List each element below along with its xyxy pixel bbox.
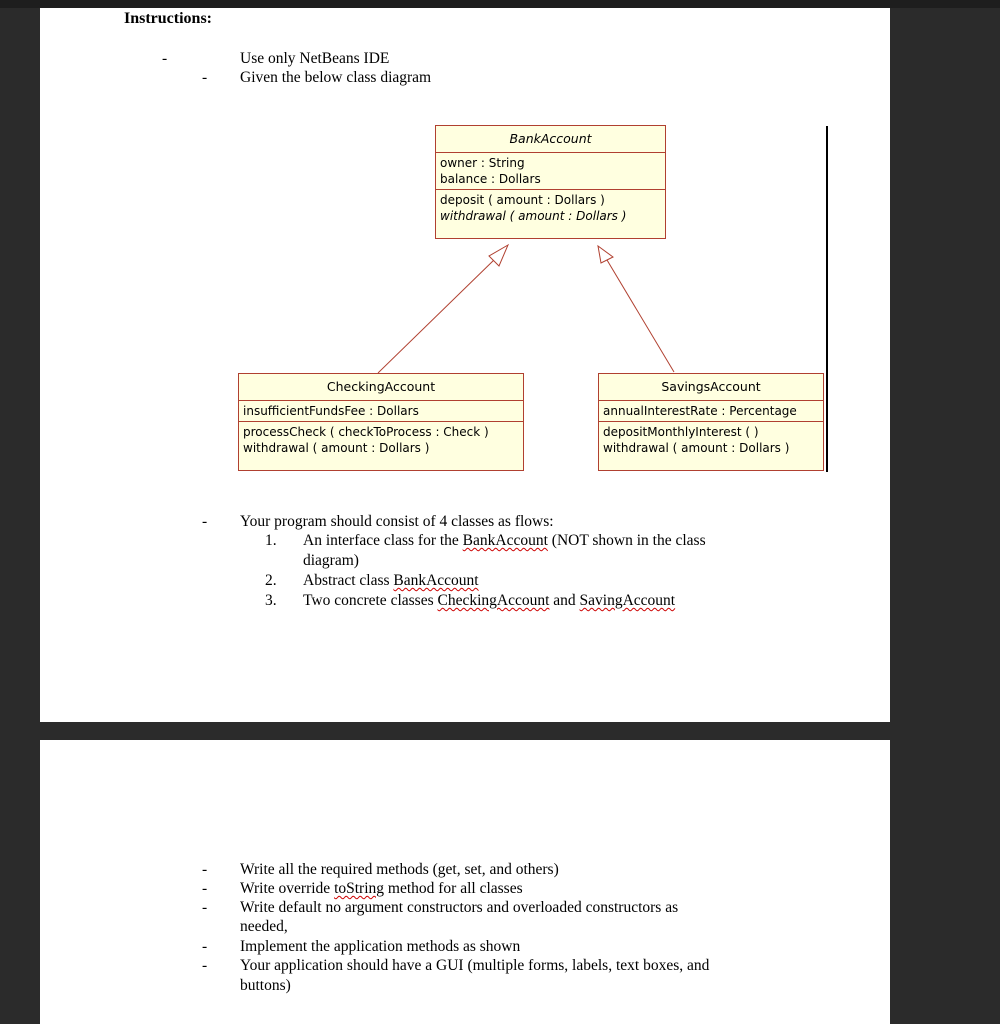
savingsaccount-class-box (598, 373, 824, 471)
checkingaccount-class-name: CheckingAccount (326, 379, 436, 394)
checkingaccount-attributes: insufficientFundsFee : Dollars (239, 400, 523, 421)
bankaccount-attributes: owner : String balance : Dollars (436, 152, 665, 189)
bankaccount-methods: deposit ( amount : Dollars ) withdrawal ( amount : Dollars ) (436, 189, 665, 226)
savingsaccount-methods: depositMonthlyInterest ( ) withdrawal ( amount : Dollars ) (599, 421, 823, 458)
checkingaccount-class-box (238, 373, 524, 471)
bankaccount-class-box (435, 125, 666, 239)
savingsaccount-attributes: annualInterestRate : Percentage (599, 400, 823, 421)
instructions-heading: Instructions: (124, 10, 213, 27)
bankaccount-class-name: BankAccount (509, 131, 592, 146)
savingsaccount-class-name: SavingsAccount (661, 379, 761, 394)
checkingaccount-methods: processCheck ( checkToProcess : Check ) withdrawal ( amount : Dollars ) (239, 421, 523, 458)
